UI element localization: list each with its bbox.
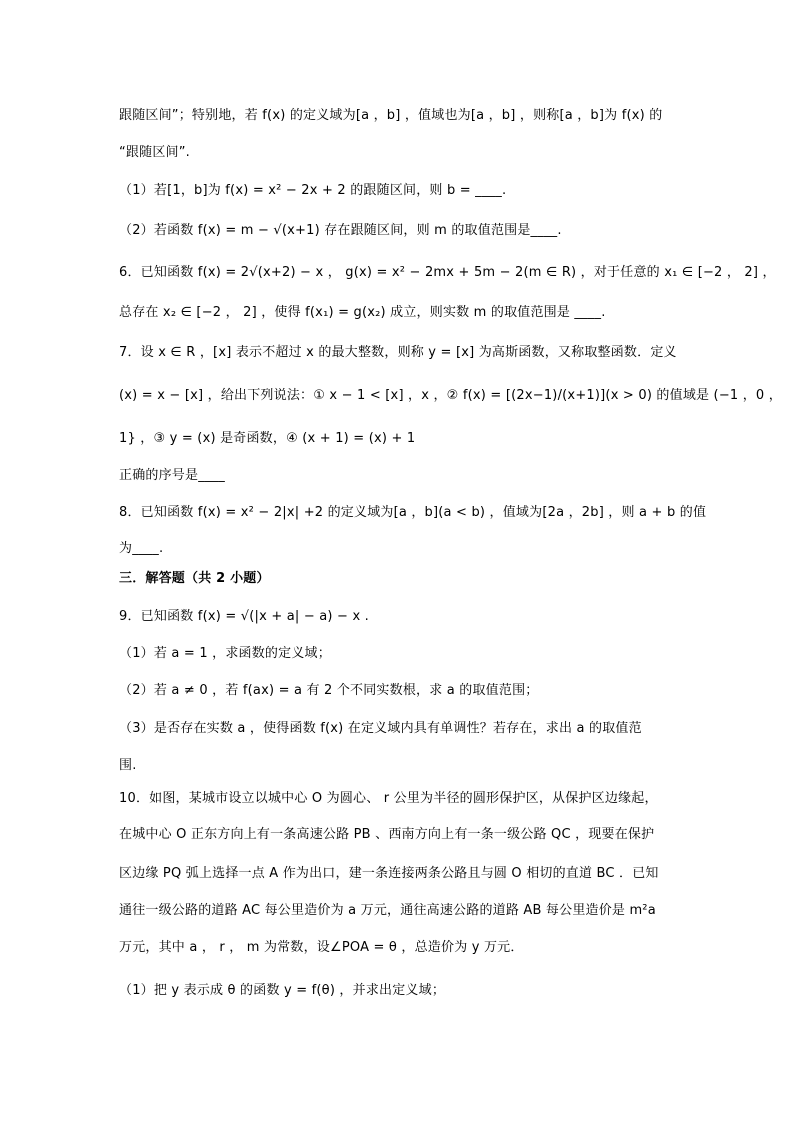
problem-10-line-4: 通往一级公路的道路 AC 每公里造价为 a 万元，通往高速公路的道路 AB 每公里造价是 m²a [119, 903, 656, 918]
section-heading: 三．解答题（共 2 小题） [119, 571, 270, 586]
problem-10-line-3: 区边缘 PQ 弧上选择一点 A 作为出口，建一条连接两条公路且与圆 O 相切的直道 BC ．已知 [119, 866, 659, 881]
problem-5-text-line-1: 跟随区间”；特别地，若 f(x) 的定义域为[a ，b] ，值域也为[a ，b] ，则称[a ，b]为 f(x) 的 [119, 108, 663, 123]
problem-10-line-1: 10．如图，某城市设立以城中心 O 为圆心、 r 公里为半径的圆形保护区，从保护区边缘起， [119, 791, 658, 806]
problem-7-line-1: 7．设 x ∈ R ，[x] 表示不超过 x 的最大整数，则称 y = [x] 为高斯函数，又称取整函数．定义 [119, 345, 677, 360]
problem-6-line-1: 6．已知函数 f(x) = 2√(x+2) − x ， g(x) = x² − 2mx + 5m − 2(m ∈ R) ，对于任意的 x₁ ∈ [−2 ， 2] ， [119, 265, 776, 280]
problem-9-part-3-line-1: （3）是否存在实数 a ，使得函数 f(x) 在定义域内具有单调性？若存在，求出 a 的取值范 [119, 721, 642, 736]
problem-8-line-1: 8．已知函数 f(x) = x² − 2|x| +2 的定义域为[a ，b](a < b) ，值域为[2a ，2b] ，则 a + b 的值 [119, 505, 707, 520]
problem-7-line-2: (x) = x − [x] ，给出下列说法：① x − 1 < [x] ，x ，② f(x) = [(2x−1)/(x+1)](x > 0) 的值域是 (−1 ，0 ， [119, 388, 782, 403]
problem-9-stem: 9．已知函数 f(x) = √(|x + a| − a) − x . [119, 609, 370, 624]
problem-7-answer-line: 正确的序号是____ [119, 468, 226, 483]
problem-8-line-2: 为____. [119, 541, 164, 556]
problem-5-text-line-2: “跟随区间”. [119, 145, 191, 160]
problem-10-part-1: （1）把 y 表示成 θ 的函数 y = f(θ) ，并求出定义域； [119, 983, 446, 998]
problem-5-part-2: （2）若函数 f(x) = m − √(x+1) 存在跟随区间，则 m 的取值范围是____. [119, 223, 562, 238]
problem-9-part-1: （1）若 a = 1 ，求函数的定义域； [119, 646, 331, 661]
problem-10-line-5: 万元，其中 a ， r ， m 为常数，设∠POA = θ ，总造价为 y 万元． [119, 940, 524, 955]
problem-9-part-2: （2）若 a ≠ 0 ，若 f(ax) = a 有 2 个不同实数根，求 a 的取值范围； [119, 683, 539, 698]
problem-7-line-3: 1} ，③ y = (x) 是奇函数，④ (x + 1) = (x) + 1 [119, 431, 416, 446]
problem-10-line-2: 在城中心 O 正东方向上有一条高速公路 PB 、西南方向上有一条一级公路 QC ，现要在保护 [119, 827, 655, 842]
problem-6-line-2: 总存在 x₂ ∈ [−2 ， 2] ，使得 f(x₁) = g(x₂) 成立，则实数 m 的取值范围是 ____. [119, 305, 606, 320]
problem-5-part-1: （1）若[1，b]为 f(x) = x² − 2x + 2 的跟随区间，则 b = ____. [119, 183, 507, 198]
problem-9-part-3-line-2: 围. [119, 758, 137, 773]
